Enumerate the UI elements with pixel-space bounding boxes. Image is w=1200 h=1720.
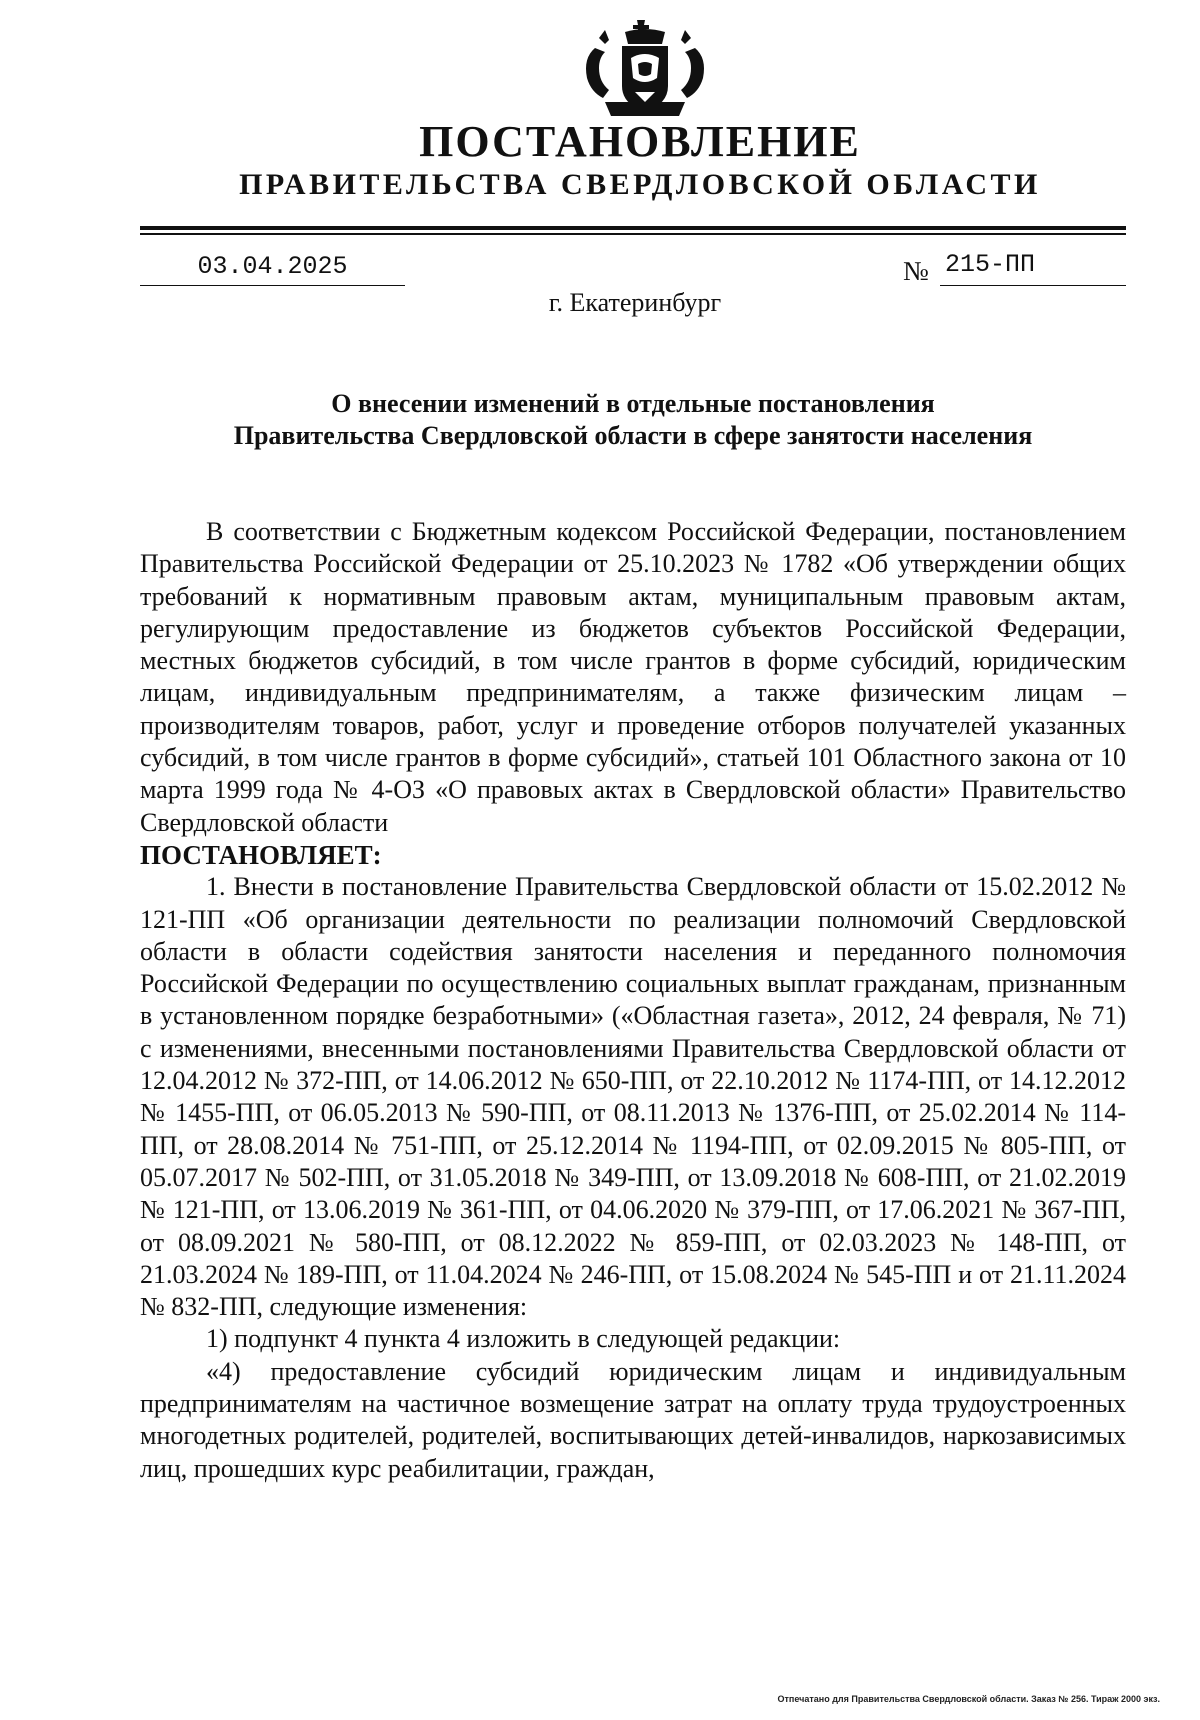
date-underline [140,285,405,286]
header-rule-thick [140,226,1126,230]
number-sign: № [903,256,929,286]
header-rule-thin [140,233,1126,235]
document-date: 03.04.2025 [197,252,348,281]
document-title: ПОСТАНОВЛЕНИЕ [419,117,861,166]
document-issuer: ПРАВИТЕЛЬСТВА СВЕРДЛОВСКОЙ ОБЛАСТИ [239,168,1041,201]
heading-line-1: О внесении изменений в отдельные постановления [331,389,935,418]
subitem-1-paragraph: 1) подпункт 4 пункта 4 изложить в следующей редакции: [206,1324,841,1354]
preamble-paragraph: В соответствии с Бюджетным кодексом Российской Федерации, постановлением Правительства Российской Федерации от 25.10.2023 № 1782 «Об утверждении общих требований к нормативным правовым актам, муниципальным правовым актам, регулирующим предоставление из бюджетов субъектов Российской Федерации, местных бюджетов субсидий, в том числе грантов в форме субсидий, юридическим лицам, индивидуальным предпринимателям, а также физическим лицам – производителям товаров, работ, услуг и проведение отборов получателей указанных субсидий, в том числе грантов в форме субсидий», статьей 101 Областного закона от 10 марта 1999 года № 4-ОЗ «О правовых актах в Свердловской области» Правительство Свердловской области [140,517,1126,837]
quoted-text-paragraph: «4) предоставление субсидий юридическим лицам и индивидуальным предпринимателям на частичное возмещение затрат на оплату труда трудоустроенных многодетных родителей, родителей, воспитывающих детей-инвалидов, наркозависимых лиц, прошедших курс реабилитации, граждан, [140,1356,1126,1483]
document-heading [140,388,1126,452]
resolves-heading: ПОСТАНОВЛЯЕТ: [140,839,382,870]
heading-line-2: Правительства Свердловской области в сфере занятости населения [233,421,1033,450]
coat-of-arms-icon [575,18,715,128]
number-underline [940,285,1126,286]
document-number: 215-ПП [945,250,1036,279]
document-city: г. Екатеринбург [548,288,722,317]
document-body [140,516,1126,1485]
print-imprint: Отпечатано для Правительства Свердловской области. Заказ № 256. Тираж 2000 экз. [777,1694,1160,1704]
item-1-paragraph: 1. Внести в постановление Правительства Свердловской области от 15.02.2012 № 121-ПП «Об организации деятельности по реализации полномочий Свердловской области в области содействия занятости населения и переданного полномочия Российской Федерации по осуществлению социальных выплат гражданам, признанным в установленном порядке безработными» («Областная газета», 2012, 24 февраля, № 71) с изменениями, внесенными постановлениями Правительства Свердловской области от 12.04.2012 № 372-ПП, от 14.06.2012 № 650-ПП, от 22.10.2012 № 1174-ПП, от 14.12.2012 № 1455-ПП, от 06.05.2013 № 590-ПП, от 08.11.2013 № 1376-ПП, от 25.02.2014 № 114-ПП, от 28.08.2014 № 751-ПП, от 25.12.2014 № 1194-ПП, от 02.09.2015 № 805-ПП, от 05.07.2017 № 502-ПП, от 31.05.2018 № 349-ПП, от 13.09.2018 № 608-ПП, от 21.02.2019 № 121-ПП, от 13.06.2019 № 361-ПП, от 04.06.2020 № 379-ПП, от 17.06.2021 № 367-ПП, от 08.09.2021 № 580-ПП, от 08.12.2022 № 859-ПП, от 02.03.2023 № 148-ПП, от 21.03.2024 № 189-ПП, от 11.04.2024 № 246-ПП, от 15.08.2024 № 545-ПП и от 21.11.2024 № 832-ПП, следующие изменения: [140,872,1126,1322]
